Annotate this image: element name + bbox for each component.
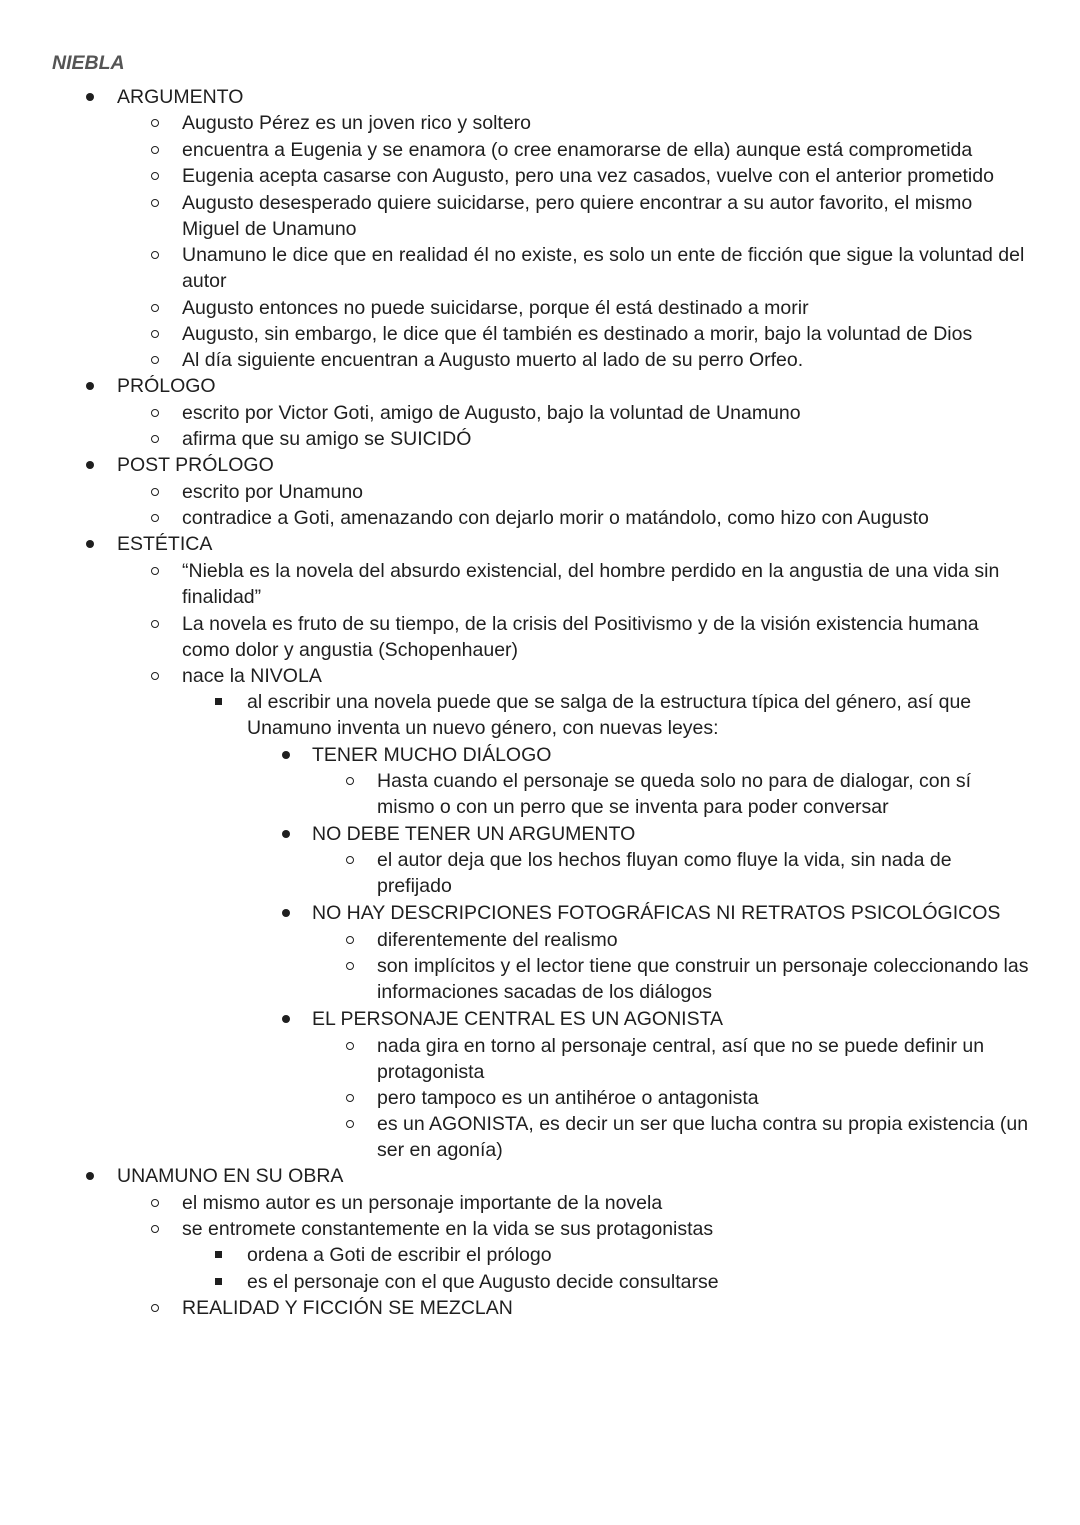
disc-bullet-icon (282, 909, 290, 917)
circle-bullet-icon (151, 251, 159, 259)
circle-bullet-icon (346, 1042, 354, 1050)
list-item: Augusto desesperado quiere suicidarse, pero quiere encontrar a su autor favorito, el mismo Miguel de Unamuno (182, 192, 973, 241)
list-item: La novela es fruto de su tiempo, de la crisis del Positivismo y de la visión existencia humana como dolor y angustia (Schopenhauer) (182, 613, 979, 662)
list-item: NO DEBE TENER UN ARGUMENTO (312, 823, 636, 845)
list-item: pero tampoco es un antihéroe o antagonista (377, 1087, 759, 1109)
circle-bullet-icon (151, 1225, 159, 1233)
list-item: TENER MUCHO DIÁLOGO (312, 744, 552, 766)
list-item: Hasta cuando el personaje se queda solo no para de dialogar, con sí mismo o con un perro que se inventa para poder conversar (377, 770, 972, 819)
list-item: nada gira en torno al personaje central, así que no se puede definir un protagonista (377, 1035, 985, 1084)
disc-bullet-icon (86, 461, 94, 469)
list-item: UNAMUNO EN SU OBRA (117, 1165, 344, 1187)
circle-bullet-icon (346, 777, 354, 785)
square-bullet-icon (215, 1251, 222, 1258)
circle-bullet-icon (151, 1199, 159, 1207)
circle-bullet-icon (151, 435, 159, 443)
circle-bullet-icon (151, 356, 159, 364)
list-item: escrito por Victor Goti, amigo de Augusto, bajo la voluntad de Unamuno (182, 402, 801, 424)
circle-bullet-icon (346, 1094, 354, 1102)
disc-bullet-icon (86, 1172, 94, 1180)
circle-bullet-icon (151, 330, 159, 338)
list-item: se entromete constantemente en la vida se sus protagonistas (182, 1218, 714, 1240)
list-item: POST PRÓLOGO (117, 454, 274, 476)
disc-bullet-icon (282, 1015, 290, 1023)
circle-bullet-icon (151, 119, 159, 127)
circle-bullet-icon (151, 567, 159, 575)
list-item: diferentemente del realismo (377, 929, 618, 951)
list-item: son implícitos y el lector tiene que construir un personaje coleccionando las informaciones sacadas de los diálogos (377, 955, 1029, 1004)
list-item: es el personaje con el que Augusto decide consultarse (247, 1271, 719, 1293)
disc-bullet-icon (86, 382, 94, 390)
disc-bullet-icon (282, 830, 290, 838)
circle-bullet-icon (151, 620, 159, 628)
list-item: Al día siguiente encuentran a Augusto muerto al lado de su perro Orfeo. (182, 349, 804, 371)
list-item: Unamuno le dice que en realidad él no existe, es solo un ente de ficción que sigue la voluntad del autor (182, 244, 1025, 293)
disc-bullet-icon (282, 751, 290, 759)
list-item: PRÓLOGO (117, 375, 216, 397)
list-item: ARGUMENTO (117, 86, 244, 108)
list-item: Augusto Pérez es un joven rico y soltero (182, 112, 532, 134)
list-item: Eugenia acepta casarse con Augusto, pero una vez casados, vuelve con el anterior prometido (182, 165, 994, 187)
list-item: EL PERSONAJE CENTRAL ES UN AGONISTA (312, 1008, 724, 1030)
list-item: encuentra a Eugenia y se enamora (o cree enamorarse de ella) aunque está comprometida (182, 139, 973, 161)
circle-bullet-icon (151, 488, 159, 496)
list-item: el mismo autor es un personaje importante de la novela (182, 1192, 663, 1214)
circle-bullet-icon (151, 146, 159, 154)
circle-bullet-icon (346, 856, 354, 864)
list-item: ordena a Goti de escribir el prólogo (247, 1244, 552, 1266)
circle-bullet-icon (151, 304, 159, 312)
list-item: Augusto, sin embargo, le dice que él también es destinado a morir, bajo la voluntad de Dios (182, 323, 973, 345)
circle-bullet-icon (151, 672, 159, 680)
list-item: ESTÉTICA (117, 533, 213, 555)
list-item: escrito por Unamuno (182, 481, 364, 503)
list-item: Augusto entonces no puede suicidarse, porque él está destinado a morir (182, 297, 809, 319)
square-bullet-icon (215, 1278, 222, 1285)
list-item: afirma que su amigo se SUICIDÓ (182, 428, 472, 450)
list-item: REALIDAD Y FICCIÓN SE MEZCLAN (182, 1297, 513, 1319)
disc-bullet-icon (86, 540, 94, 548)
list-item: “Niebla es la novela del absurdo existencial, del hombre perdido en la angustia de una vida sin finalidad” (182, 560, 1000, 609)
list-item: NO HAY DESCRIPCIONES FOTOGRÁFICAS NI RETRATOS PSICOLÓGICOS (312, 902, 1001, 924)
circle-bullet-icon (151, 172, 159, 180)
circle-bullet-icon (346, 962, 354, 970)
circle-bullet-icon (151, 514, 159, 522)
circle-bullet-icon (151, 409, 159, 417)
circle-bullet-icon (346, 1120, 354, 1128)
list-item: contradice a Goti, amenazando con dejarlo morir o matándolo, como hizo con Augusto (182, 507, 929, 529)
circle-bullet-icon (151, 199, 159, 207)
list-item: es un AGONISTA, es decir un ser que lucha contra su propia existencia (un ser en agonía) (377, 1113, 1029, 1162)
circle-bullet-icon (151, 1304, 159, 1312)
list-item: el autor deja que los hechos fluyan como fluye la vida, sin nada de prefijado (377, 849, 952, 898)
circle-bullet-icon (346, 936, 354, 944)
list-item: nace la NIVOLA (182, 665, 322, 687)
disc-bullet-icon (86, 93, 94, 101)
document-title: NIEBLA (52, 52, 125, 74)
list-item: al escribir una novela puede que se salga de la estructura típica del género, así que Unamuno inventa un nuevo género, con nuevas leyes: (247, 691, 972, 740)
square-bullet-icon (215, 698, 222, 705)
